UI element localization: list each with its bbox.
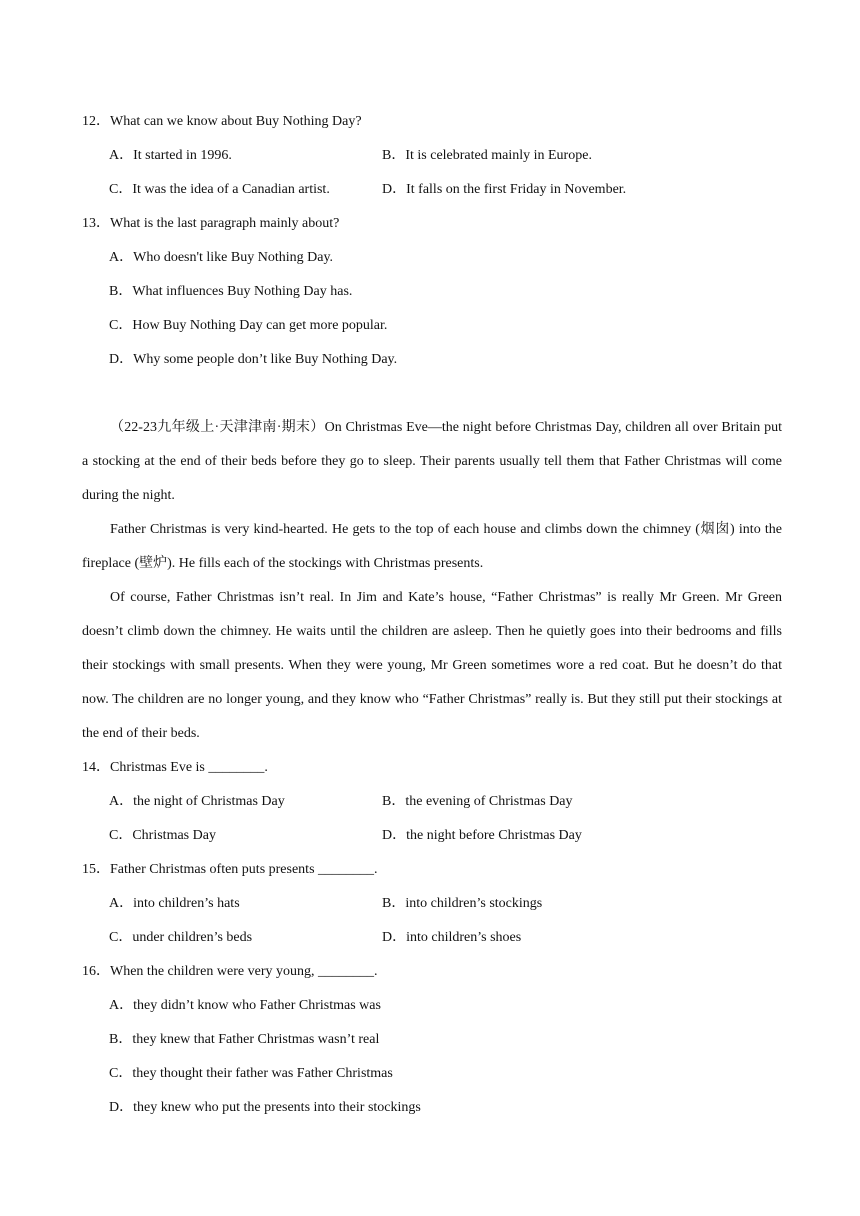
option-16-d: D．they knew who put the presents into their stockings <box>109 1100 421 1115</box>
option-14-a: A．the night of Christmas Day <box>109 794 285 809</box>
option-12-c: C．It was the idea of a Canadian artist. <box>109 182 330 197</box>
option-12-b: B．It is celebrated mainly in Europe. <box>382 148 592 163</box>
option-16-c: C．they thought their father was Father Christmas <box>109 1066 393 1081</box>
option-15-c: C．under children’s beds <box>109 930 253 945</box>
option-15-d: D．into children’s shoes <box>382 930 522 945</box>
passage-paragraph-3: Of course, Father Christmas isn’t real. In Jim and Kate’s house, “Father Christmas” is really Mr Green. Mr Green doesn’t climb down the chimney. He waits until the children are asleep. Then he quietly goes into their bedrooms and fills their stockings with small presents. When they were young, Mr Green sometimes wore a red coat. But he doesn’t do that now. The children are no longer young, and they know who “Father Christmas” really is. But they still put their stockings at the end of their beds. <box>82 590 782 741</box>
options-row <box>82 173 782 207</box>
option-15-a: A．into children’s hats <box>109 896 240 911</box>
question-14: 14．Christmas Eve is ________. <box>82 760 268 775</box>
passage-paragraph-2: Father Christmas is very kind-hearted. He gets to the top of each house and climbs down the chimney (烟囱) into the fireplace (壁炉). He fills each of the stockings with Christmas presents. <box>82 522 782 571</box>
options-row <box>82 887 782 921</box>
options-row <box>82 921 782 955</box>
option-16-b: B．they knew that Father Christmas wasn’t real <box>109 1032 380 1047</box>
option-13-d: D．Why some people don’t like Buy Nothing Day. <box>109 352 398 367</box>
option-13-b: B．What influences Buy Nothing Day has. <box>109 284 353 299</box>
option-13-a: A．Who doesn't like Buy Nothing Day. <box>109 250 334 265</box>
question-13: 13．What is the last paragraph mainly about? <box>82 216 340 231</box>
option-14-c: C．Christmas Day <box>109 828 216 843</box>
option-16-a: A．they didn’t know who Father Christmas was <box>109 998 381 1013</box>
options-row <box>82 819 782 853</box>
question-16: 16．When the children were very young, ________. <box>82 964 378 979</box>
document-page <box>82 105 782 1125</box>
options-row <box>82 139 782 173</box>
option-15-b: B．into children’s stockings <box>382 896 543 911</box>
option-13-c: C．How Buy Nothing Day can get more popular. <box>109 318 388 333</box>
option-14-d: D．the night before Christmas Day <box>382 828 582 843</box>
options-row <box>82 785 782 819</box>
option-14-b: B．the evening of Christmas Day <box>382 794 573 809</box>
question-12: 12．What can we know about Buy Nothing Day? <box>82 114 362 129</box>
option-12-d: D．It falls on the first Friday in November. <box>382 182 627 197</box>
option-12-a: A．It started in 1996. <box>109 148 232 163</box>
spacer <box>82 377 782 411</box>
passage-paragraph-1: （22-23九年级上·天津津南·期末）On Christmas Eve—the night before Christmas Day, children all over Britain put a stocking at the end of their beds before they go to sleep. Their parents usually tell them that Father Christmas will come during the night. <box>82 420 782 503</box>
question-15: 15．Father Christmas often puts presents ________. <box>82 862 378 877</box>
